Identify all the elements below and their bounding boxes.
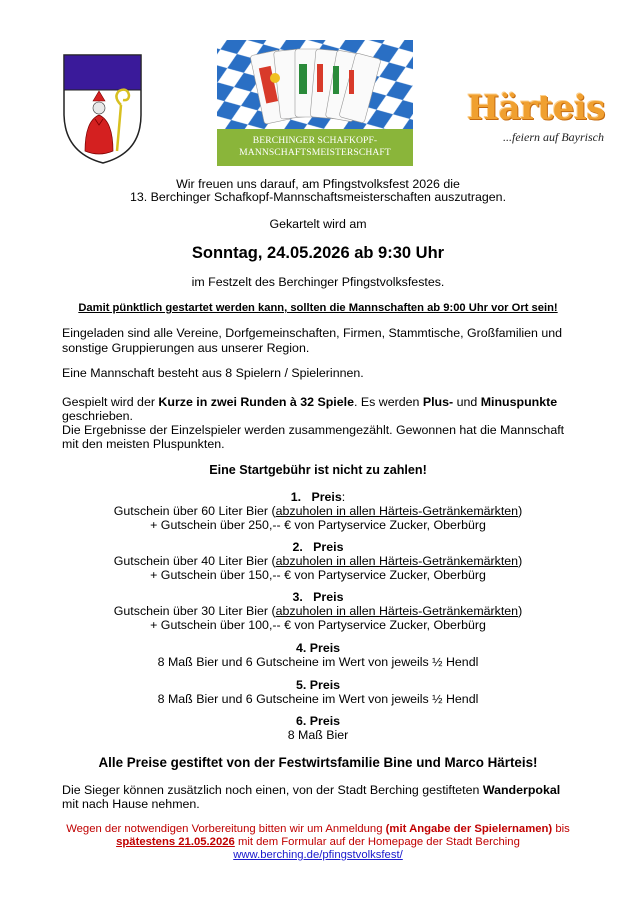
registration-text: mit dem Formular auf der Homepage der Stadt Berching (234, 836, 520, 848)
prize-title-text: 1. Preis (290, 490, 342, 504)
invited-line-1: Eingeladen sind alle Vereine, Dorfgemeinschaften, Firmen, Stammtische, Großfamilien und (62, 326, 562, 340)
rules-line-4: mit den meisten Pluspunkten. (62, 437, 225, 451)
prize-pickup-note: abzuholen in allen Härteis-Getränkemärkten (275, 604, 519, 618)
gekartelt-text: Gekartelt wird am (269, 217, 367, 231)
trophy-text: Die Sieger können zusätzlich noch einen, von der Stadt Berching gestifteten (62, 783, 483, 797)
prize-6-title: 6. Preis (295, 714, 341, 728)
prize-text: Gutschein über 60 Liter Bier ( (113, 504, 276, 518)
prize-text: Gutschein über 30 Liter Bier ( (113, 604, 276, 618)
rules-line-1 (62, 395, 582, 409)
rules-minus: Minuspunkte (480, 395, 558, 409)
prize-title-colon: : (341, 490, 346, 504)
fee-notice: Eine Startgebühr ist nicht zu zahlen! (209, 463, 427, 477)
schafkopf-banner (217, 40, 413, 166)
registration-url-row (0, 849, 636, 862)
prize-4-text: 8 Maß Bier und 6 Gutscheine im Wert von jeweils ½ Hendl (157, 655, 479, 669)
prize-3-line-1 (0, 604, 636, 618)
intro-line-2: 13. Berchinger Schafkopf-Mannschaftsmeisterschaften auszutragen. (129, 190, 507, 204)
trophy-name: Wanderpokal (482, 783, 561, 797)
rules-plus: Plus- (422, 395, 454, 409)
sponsor-headline: Alle Preise gestiftet von der Festwirtsfamilie Bine und Marco Härteis! (98, 755, 538, 770)
banner-line-1: BERCHINGER SCHAFKOPF- (252, 135, 378, 146)
prize-6-text: 8 Maß Bier (287, 728, 349, 742)
prize-1-line-1 (0, 504, 636, 518)
rules-text: . Es werden (353, 395, 423, 409)
prize-3-title: 3. Preis (292, 590, 344, 604)
prize-5-title: 5. Preis (295, 678, 341, 692)
haerteis-wordmark: Härteis (467, 88, 605, 128)
invited-line-2: sonstige Gruppierungen aus unserer Region. (62, 341, 310, 355)
team-size-text: Eine Mannschaft besteht aus 8 Spielern / Spielerinnen. (62, 366, 364, 380)
rules-line-3: Die Ergebnisse der Einzelspieler werden zusammengezählt. Gewonnen hat die Mannschaft (62, 423, 565, 437)
banner-line-2: MANNSCHAFTSMEISTERSCHAFT (239, 147, 391, 158)
rules-line-2: geschrieben. (62, 409, 133, 423)
prize-2-line-1 (0, 554, 636, 568)
rules-text: und (453, 395, 481, 409)
registration-deadline: spätestens 21.05.2026 (116, 836, 235, 848)
prize-4-title: 4. Preis (295, 641, 341, 655)
registration-player-names: (mit Angabe der Spielernamen) (385, 823, 553, 835)
prize-text: ) (518, 604, 523, 618)
prize-pickup-note: abzuholen in allen Härteis-Getränkemärkten (275, 504, 519, 518)
trophy-line-1 (62, 783, 582, 797)
rules-text: Gespielt wird der (62, 395, 159, 409)
prize-2-line-2: + Gutschein über 150,-- € von Partyservice Zucker, Oberbürg (150, 568, 486, 582)
prize-pickup-note: abzuholen in allen Härteis-Getränkemärkten (275, 554, 519, 568)
prize-2-title: 2. Preis (292, 540, 344, 554)
haerteis-tagline: ...feiern auf Bayrisch (503, 130, 604, 144)
coat-of-arms-logo (63, 53, 143, 165)
intro-line-1: Wir freuen uns darauf, am Pfingstvolksfest 2026 die (176, 177, 460, 191)
bavarian-flag-image (217, 40, 413, 129)
rules-format: Kurze in zwei Runden à 32 Spiele (158, 395, 354, 409)
event-date-headline: Sonntag, 24.05.2026 ab 9:30 Uhr (191, 244, 445, 262)
prize-5-text: 8 Maß Bier und 6 Gutscheine im Wert von jeweils ½ Hendl (157, 692, 479, 706)
prize-1-line-2: + Gutschein über 250,-- € von Partyservice Zucker, Oberbürg (150, 518, 486, 532)
registration-line-2 (0, 836, 636, 849)
punctuality-notice: Damit pünktlich gestartet werden kann, sollten die Mannschaften ab 9:00 Uhr vor Ort sein! (78, 302, 558, 314)
registration-text: bis (552, 823, 570, 835)
haerteis-logo (462, 70, 610, 160)
location-text: im Festzelt des Berchinger Pfingstvolksfestes. (191, 275, 445, 289)
registration-url-link[interactable]: www.berching.de/pfingstvolksfest/ (233, 849, 403, 861)
prize-text: ) (518, 504, 523, 518)
prize-text: Gutschein über 40 Liter Bier ( (113, 554, 276, 568)
prize-1-title (0, 490, 636, 504)
prize-3-line-2: + Gutschein über 100,-- € von Partyservice Zucker, Oberbürg (150, 618, 486, 632)
registration-line-1 (0, 823, 636, 836)
prize-text: ) (518, 554, 523, 568)
banner-caption (217, 129, 413, 166)
registration-text: Wegen der notwendigen Vorbereitung bitten wir um Anmeldung (66, 823, 386, 835)
trophy-line-2: mit nach Hause nehmen. (62, 797, 200, 811)
